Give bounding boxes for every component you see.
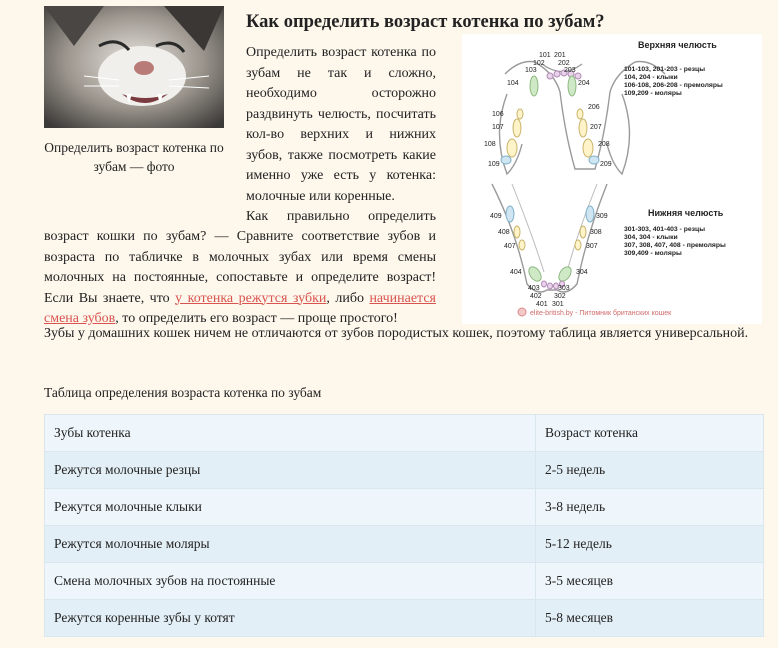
- lower-legend-4: 309,409 - моляры: [624, 250, 682, 257]
- teeth-change-link-part1[interactable]: начинается: [369, 290, 436, 306]
- how-to-line1: [246, 207, 436, 228]
- teeth-change-link-part2[interactable]: смена зубов: [44, 311, 116, 326]
- lower-legend-1: 301-303, 401-403 - резцы: [624, 226, 705, 233]
- table-cell-teeth: Режутся молочные клыки: [45, 489, 536, 526]
- svg-text:303: 303: [558, 285, 570, 292]
- how-to-paragraph: [44, 227, 436, 330]
- upper-jaw-title: Верхняя челюсть: [638, 40, 717, 50]
- intro-line: зубов, также посмотреть какие: [246, 147, 436, 163]
- svg-text:304: 304: [576, 269, 588, 276]
- lower-legend-3: 307, 308, 407, 408 - премоляры: [624, 242, 726, 249]
- table-header-cell: Зубы котенка: [45, 415, 536, 452]
- svg-text:109: 109: [488, 161, 500, 168]
- intro-line: необходимо осторожно: [246, 86, 436, 101]
- table-row: [45, 489, 764, 526]
- kitten-photo[interactable]: [44, 6, 224, 128]
- lower-jaw-title: Нижняя челюсть: [648, 208, 724, 218]
- intro-line: именно уже есть у котенка:: [246, 168, 436, 183]
- table-cell-teeth: Режутся молочные резцы: [45, 452, 536, 489]
- teething-link[interactable]: у котенка режутся зубки: [175, 290, 327, 306]
- svg-text:204: 204: [578, 80, 590, 87]
- table-cell-age: 3-5 месяцев: [536, 563, 764, 600]
- svg-text:409: 409: [490, 213, 502, 220]
- upper-legend-3: 106-108, 206-208 - премоляры: [624, 82, 723, 89]
- table-header-cell: Возраст котенка: [536, 415, 764, 452]
- table-cell-teeth: Режутся молочные моляры: [45, 526, 536, 563]
- intro-paragraph: [246, 43, 436, 207]
- table-header-row: [45, 415, 764, 452]
- age-table: [44, 414, 764, 637]
- table-cell-age: 2-5 недель: [536, 452, 764, 489]
- svg-text:308: 308: [590, 229, 602, 236]
- table-cell-teeth: Смена молочных зубов на постоянные: [45, 563, 536, 600]
- intro-line: раздвинуть челюсть, посчитать: [246, 106, 436, 122]
- photo-caption: Определить возраст котенка по зубам — фото: [44, 140, 224, 174]
- svg-text:209: 209: [600, 161, 612, 168]
- teeth-diagram[interactable]: [462, 34, 762, 324]
- table-cell-teeth: Режутся коренные зубы у котят: [45, 600, 536, 637]
- how-to-line-links: [44, 289, 436, 310]
- svg-text:104: 104: [507, 80, 519, 87]
- svg-text:401: 401: [536, 301, 548, 308]
- table-row: [45, 563, 764, 600]
- upper-legend-2: 104, 204 - клыки: [624, 74, 678, 81]
- lower-legend-2: 304, 304 - клыки: [624, 234, 678, 241]
- svg-text:309: 309: [596, 213, 608, 220]
- table-cell-age: 5-12 недель: [536, 526, 764, 563]
- how-to-line: возраста по табличке в молочных зубах или время смены: [44, 249, 436, 265]
- svg-text:208: 208: [598, 141, 610, 148]
- svg-text:403: 403: [528, 285, 540, 292]
- svg-text:408: 408: [498, 229, 510, 236]
- svg-text:402: 402: [530, 293, 542, 300]
- watermark-icon: [518, 308, 526, 316]
- svg-text:202: 202: [558, 60, 570, 67]
- how-to-line: Как правильно определить: [246, 209, 436, 224]
- svg-text:206: 206: [588, 104, 600, 111]
- svg-text:106: 106: [492, 111, 504, 118]
- intro-line: кол-во верхних и нижних: [246, 127, 436, 142]
- universal-note: Зубы у домашних кошек ничем не отличаются от зубов породистых кошек, поэтому таблица является универсальной.: [44, 326, 749, 341]
- table-cell-age: 3-8 недель: [536, 489, 764, 526]
- svg-text:404: 404: [510, 269, 522, 276]
- intro-line: молочные или коренные.: [246, 188, 395, 204]
- svg-text:201: 201: [554, 52, 566, 59]
- svg-text:207: 207: [590, 124, 602, 131]
- intro-line: Определить возраст котенка по: [246, 45, 436, 60]
- text-fragment: , то определить его возраст — проще простого!: [115, 311, 398, 326]
- svg-text:307: 307: [586, 243, 598, 250]
- svg-text:203: 203: [564, 67, 576, 74]
- intro-line: зубам не так и сложно,: [246, 65, 436, 81]
- how-to-line: молочных на постоянные, сопоставьте и определите возраст!: [44, 270, 436, 285]
- text-fragment: Если Вы знаете, что: [44, 290, 176, 306]
- diagram-watermark: elite-british.by - Питомник британских кошек: [530, 310, 672, 317]
- how-to-line: возраст кошки по зубам? — Сравните соответствие зубов и: [44, 229, 436, 244]
- text-fragment: , либо: [326, 290, 370, 306]
- svg-text:108: 108: [484, 141, 496, 148]
- svg-text:102: 102: [533, 60, 545, 67]
- upper-legend-1: 101-103, 201-203 - резцы: [624, 66, 705, 73]
- svg-text:107: 107: [492, 124, 504, 131]
- table-row: [45, 526, 764, 563]
- table-cell-age: 5-8 месяцев: [536, 600, 764, 637]
- svg-text:101: 101: [539, 52, 551, 59]
- upper-legend-4: 109,209 - моляры: [624, 90, 682, 97]
- svg-text:301: 301: [552, 301, 564, 308]
- table-row: [45, 600, 764, 637]
- svg-text:407: 407: [504, 243, 516, 250]
- table-caption: Таблица определения возраста котенка по зубам: [44, 385, 322, 400]
- table-row: [45, 452, 764, 489]
- svg-text:103: 103: [525, 67, 537, 74]
- article-title: Как определить возраст котенка по зубам?: [246, 12, 605, 32]
- svg-text:302: 302: [554, 293, 566, 300]
- photo-block: [44, 6, 224, 176]
